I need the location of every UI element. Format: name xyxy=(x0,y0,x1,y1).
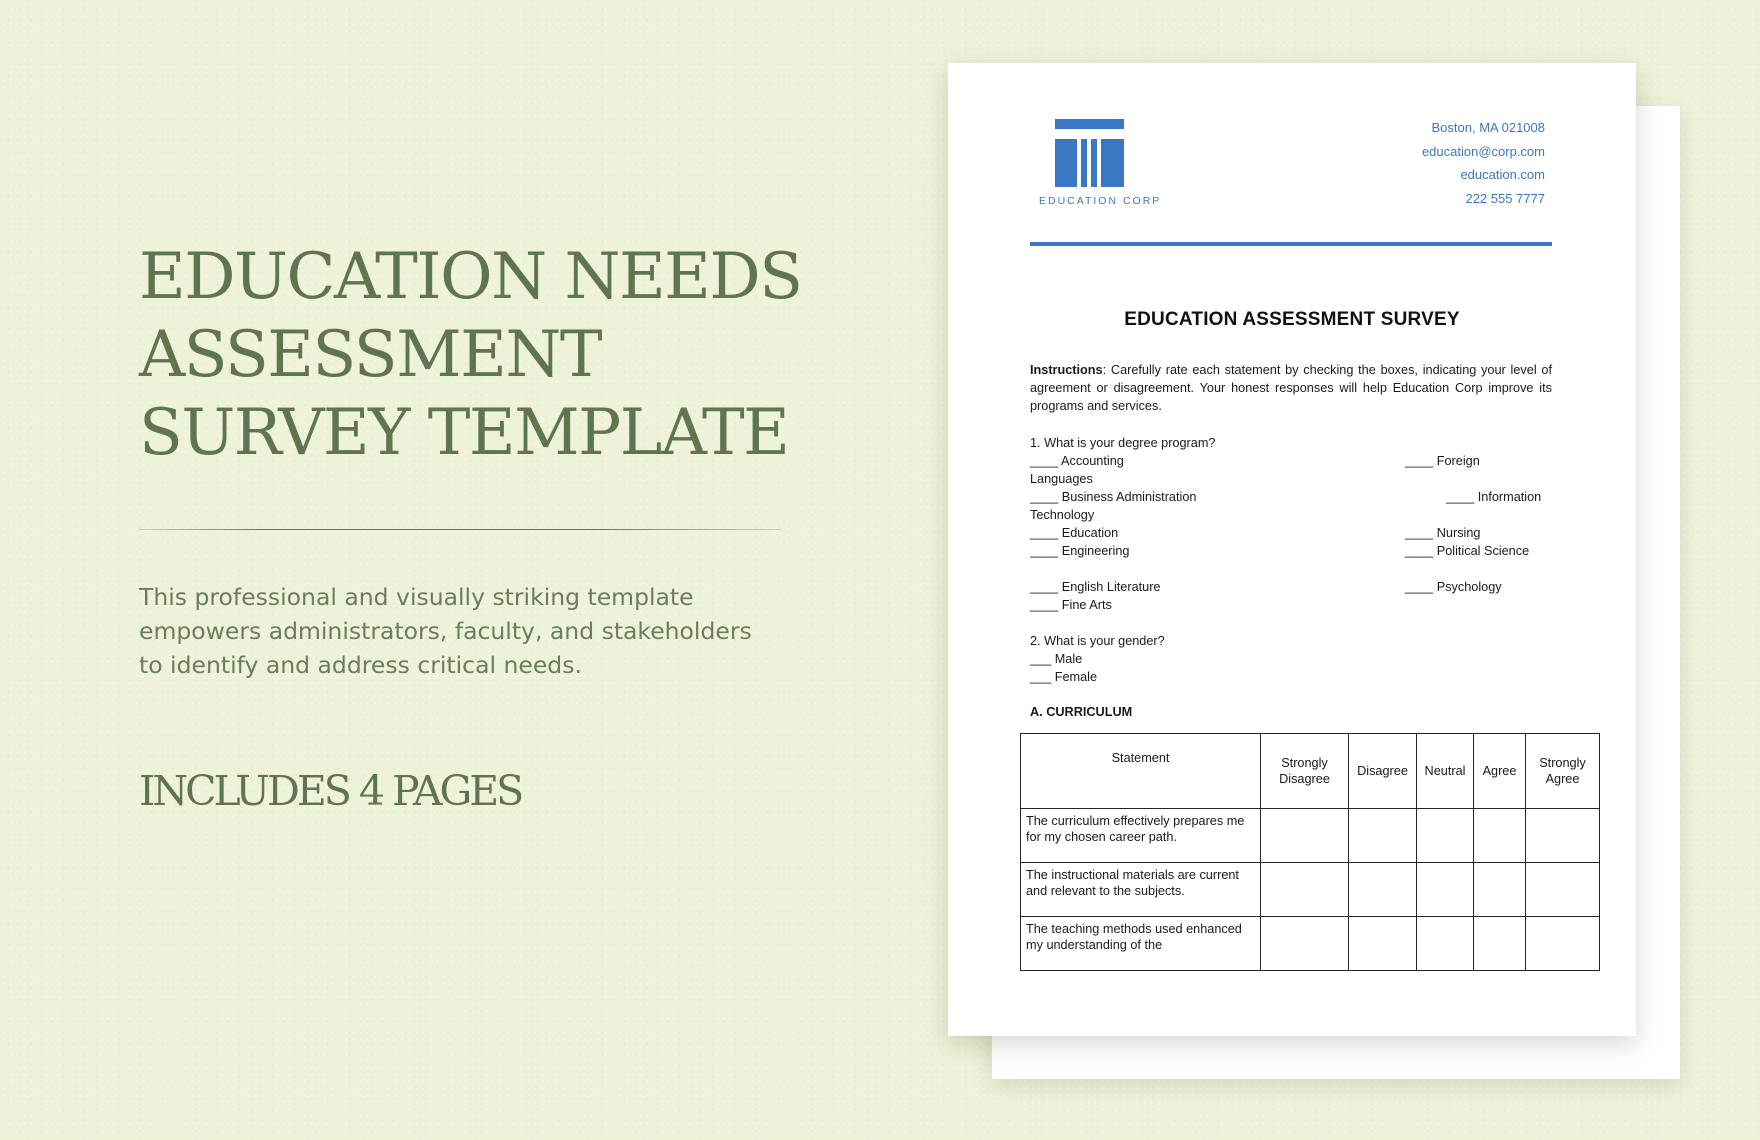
rating-cell-disagree[interactable] xyxy=(1349,863,1417,917)
contact-address: Boston, MA 021008 xyxy=(1431,120,1545,135)
option-male[interactable]: ___ Male xyxy=(1030,652,1083,666)
option-education[interactable]: ____ Education xyxy=(1030,526,1119,540)
statement-cell: The instructional materials are current and relevant to the subjects. xyxy=(1021,863,1261,917)
rating-cell-agree[interactable] xyxy=(1474,917,1526,971)
option-psychology[interactable]: ____ Psychology xyxy=(1405,580,1502,594)
curriculum-survey-table xyxy=(1020,733,1600,971)
table-row xyxy=(1021,863,1600,917)
header-strongly-disagree: Strongly Disagree xyxy=(1261,734,1349,809)
question-1: 1. What is your degree program? xyxy=(1030,436,1216,450)
promo-title-line-2: ASSESSMENT xyxy=(139,318,601,392)
option-foreign-languages-wrap: Languages xyxy=(1030,472,1093,486)
option-fine-arts[interactable]: ____ Fine Arts xyxy=(1030,598,1112,612)
promo-description: This professional and visually striking template empowers administrators, faculty, and stakeholders to identify and address critical needs. xyxy=(139,583,752,679)
rating-cell-strongly-agree[interactable] xyxy=(1526,863,1600,917)
statement-cell: The teaching methods used enhanced my understanding of the xyxy=(1021,917,1261,971)
contact-block xyxy=(1285,116,1545,210)
promo-pages-note: INCLUDES 4 PAGES xyxy=(139,767,522,815)
option-foreign-languages[interactable]: ____ Foreign xyxy=(1405,454,1480,468)
option-information-technology[interactable]: ____ Information xyxy=(1446,490,1542,504)
table-header-row xyxy=(1021,734,1600,809)
rating-cell-neutral[interactable] xyxy=(1417,863,1474,917)
header-statement: Statement xyxy=(1021,734,1261,809)
instructions-label: Instructions xyxy=(1030,363,1103,377)
promo-divider xyxy=(139,529,781,530)
promo-title xyxy=(139,238,802,472)
option-accounting[interactable]: ____ Accounting xyxy=(1030,454,1124,468)
section-curriculum-heading: A. CURRICULUM xyxy=(1030,705,1133,719)
company-logo xyxy=(1039,119,1179,209)
rating-cell-neutral[interactable] xyxy=(1417,917,1474,971)
option-information-technology-wrap: Technology xyxy=(1030,508,1095,522)
rating-cell-agree[interactable] xyxy=(1474,809,1526,863)
contact-email[interactable]: education@corp.com xyxy=(1421,143,1545,159)
header-rule xyxy=(1030,242,1552,246)
promo-title-line-3: SURVEY TEMPLATE xyxy=(139,396,789,470)
rating-cell-strongly-agree[interactable] xyxy=(1526,809,1600,863)
rating-cell-agree[interactable] xyxy=(1474,863,1526,917)
table-row xyxy=(1021,917,1600,971)
instructions-paragraph xyxy=(1030,361,1552,415)
instructions-text: : Carefully rate each statement by checking the boxes, indicating your level of agreement or disagreement. Your honest responses will help Education Corp improve its programs and services. xyxy=(1030,363,1552,413)
header-neutral: Neutral xyxy=(1417,734,1474,809)
option-nursing[interactable]: ____ Nursing xyxy=(1405,526,1481,540)
pillar-logo-icon xyxy=(1055,119,1124,187)
logo-wordmark: EDUCATION CORP xyxy=(1039,195,1162,207)
option-business-administration[interactable]: ____ Business Administration xyxy=(1030,490,1197,504)
rating-cell-disagree[interactable] xyxy=(1349,917,1417,971)
header-strongly-agree: Strongly Agree xyxy=(1526,734,1600,809)
contact-phone: 222 555 7777 xyxy=(1465,190,1545,206)
header-agree: Agree xyxy=(1474,734,1526,809)
rating-cell-strongly-disagree[interactable] xyxy=(1261,863,1349,917)
contact-website[interactable]: education.com xyxy=(1460,167,1545,182)
option-political-science[interactable]: ____ Political Science xyxy=(1405,544,1530,558)
table-row xyxy=(1021,809,1600,863)
header-disagree: Disagree xyxy=(1349,734,1417,809)
option-female[interactable]: ___ Female xyxy=(1030,670,1097,684)
promo-title-line-1: EDUCATION NEEDS xyxy=(139,240,802,314)
rating-cell-strongly-disagree[interactable] xyxy=(1261,809,1349,863)
statement-cell: The curriculum effectively prepares me for my chosen career path. xyxy=(1021,809,1261,863)
document-front-page xyxy=(948,63,1636,1036)
rating-cell-strongly-agree[interactable] xyxy=(1526,917,1600,971)
rating-cell-neutral[interactable] xyxy=(1417,809,1474,863)
question-2: 2. What is your gender? xyxy=(1030,634,1165,648)
option-english-literature[interactable]: ____ English Literature xyxy=(1030,580,1161,594)
document-title: EDUCATION ASSESSMENT SURVEY xyxy=(1124,309,1460,330)
option-engineering[interactable]: ____ Engineering xyxy=(1030,544,1130,558)
rating-cell-disagree[interactable] xyxy=(1349,809,1417,863)
rating-cell-strongly-disagree[interactable] xyxy=(1261,917,1349,971)
